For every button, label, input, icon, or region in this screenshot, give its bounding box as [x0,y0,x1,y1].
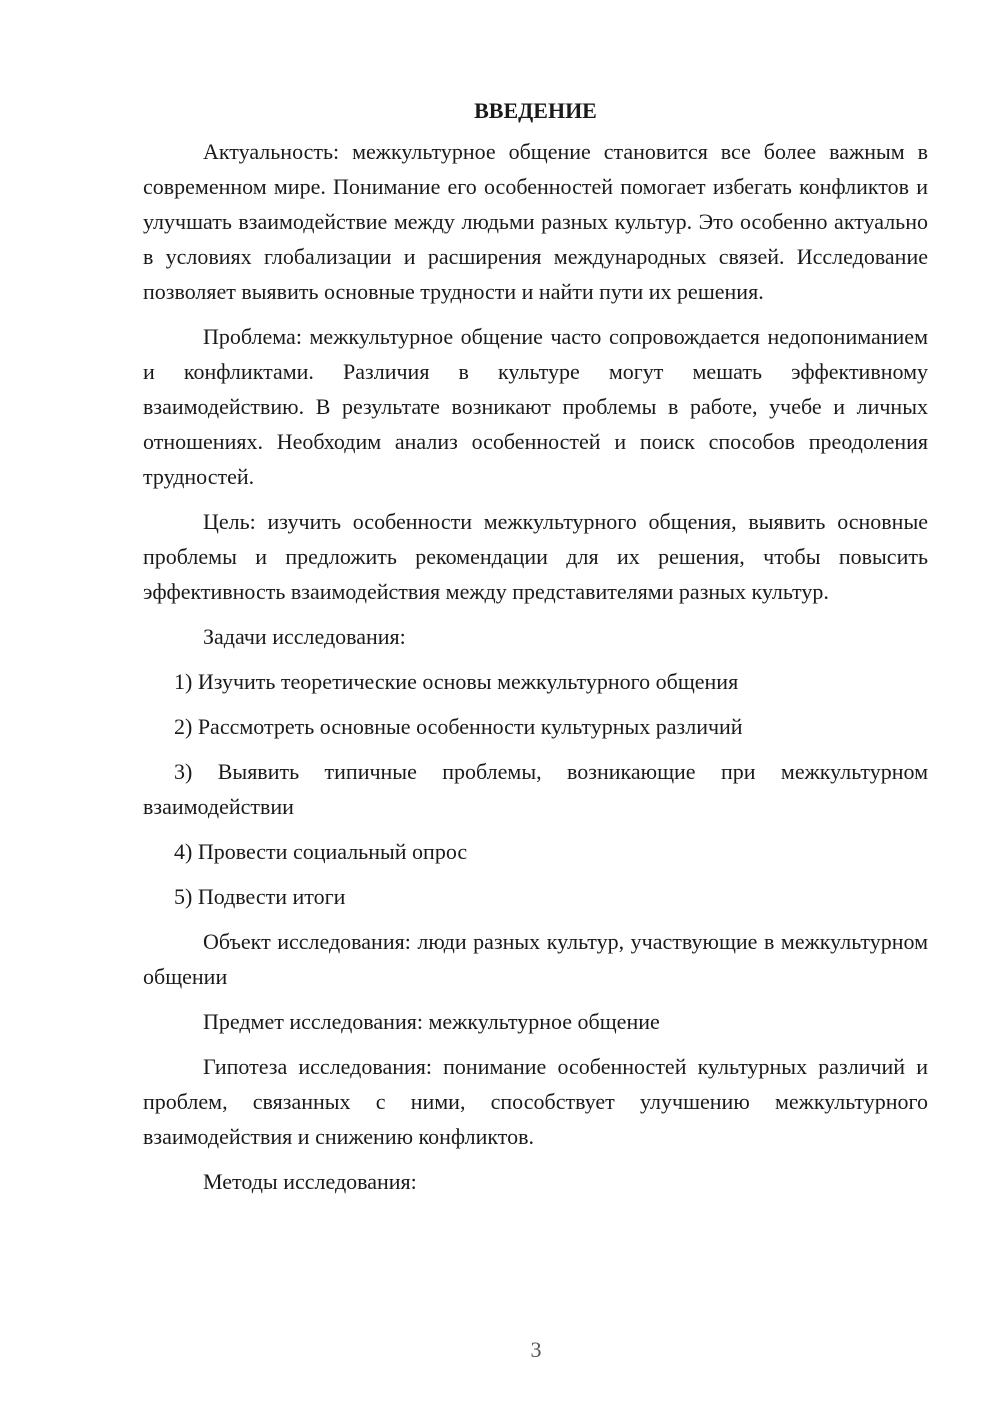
task-item-1: 1) Изучить теоретические основы межкультурного общения [174,669,739,694]
object-paragraph: Объект исследования: люди разных культур, участвующие в межкультурном общении [143,929,928,989]
task-item-3: 3) Выявить типичные проблемы, возникающие при межкультурном взаимодействии [143,759,928,819]
goal-paragraph: Цель: изучить особенности межкультурного общения, выявить основные проблемы и предложить рекомендации для их решения, чтобы повысить эффективность взаимодействия между представителями разных культур. [143,509,928,604]
subject-paragraph: Предмет исследования: межкультурное общение [203,1009,660,1034]
tasks-heading: Задачи исследования: [203,624,406,649]
page-title: ВВЕДЕНИЕ [474,98,597,123]
task-item-5: 5) Подвести итоги [174,884,346,909]
problem-paragraph: Проблема: межкультурное общение часто сопровождается недопониманием и конфликтами. Различия в культуре могут мешать эффективному взаимодействию. В результате возникают проблемы в работе, учебе и личных отношениях. Необходим анализ особенностей и поиск способов преодоления трудностей. [143,324,928,489]
task-item-4: 4) Провести социальный опрос [174,839,468,864]
methods-heading: Методы исследования: [203,1169,417,1194]
task-item-2: 2) Рассмотреть основные особенности культурных различий [174,714,743,739]
page-number: 3 [530,1337,542,1362]
hypothesis-paragraph: Гипотеза исследования: понимание особенностей культурных различий и проблем, связанных с ними, способствует улучшению межкультурного взаимодействия и снижению конфликтов. [143,1054,928,1149]
relevance-paragraph: Актуальность: межкультурное общение становится все более важным в современном мире. Понимание его особенностей помогает избегать конфликтов и улучшать взаимодействие между людьми разных культур. Это особенно актуально в условиях глобализации и расширения международных связей. Исследование позволяет выявить основные трудности и найти пути их решения. [143,139,928,304]
page-content [143,93,928,1209]
